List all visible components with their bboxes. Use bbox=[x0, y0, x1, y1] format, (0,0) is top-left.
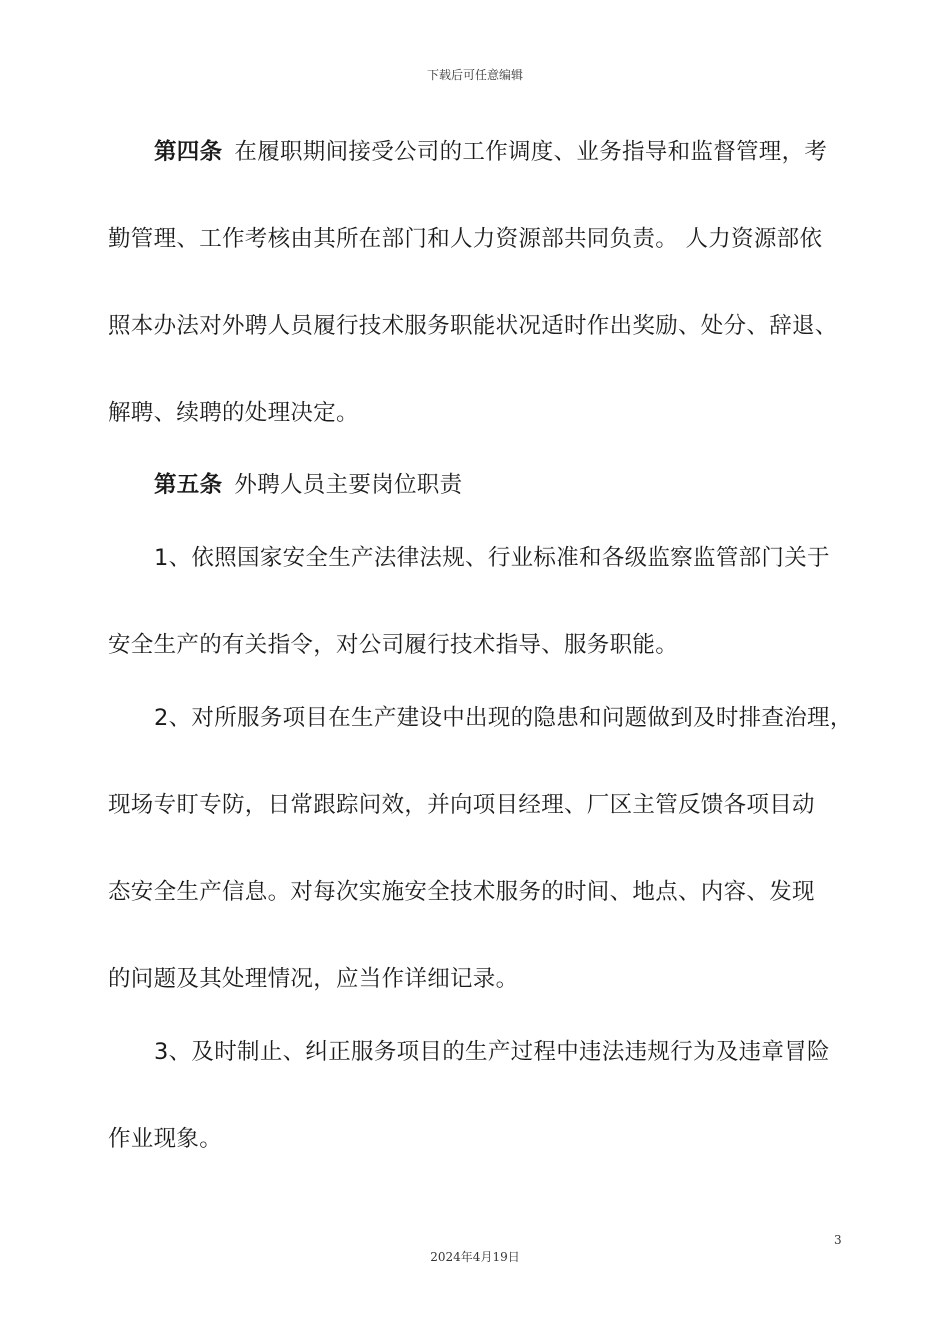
article4-heading: 第四条 bbox=[154, 139, 223, 165]
item3-line1: 3、及时制止、纠正服务项目的生产过程中违法违规行为及违章冒险 bbox=[154, 1039, 830, 1065]
item2-line4: 的问题及其处理情况，应当作详细记录。 bbox=[108, 966, 519, 992]
article5-line bbox=[154, 470, 462, 500]
item2-line3: 态安全生产信息。对每次实施安全技术服务的时间、地点、内容、发现 bbox=[108, 879, 815, 905]
footer-date: 2024年4月19日 bbox=[430, 1250, 520, 1264]
article4-line4: 解聘、续聘的处理决定。 bbox=[108, 400, 359, 426]
item1-line2: 安全生产的有关指令，对公司履行技术指导、服务职能。 bbox=[108, 632, 679, 658]
article5-heading: 第五条 bbox=[154, 472, 223, 498]
article4-line1 bbox=[154, 137, 827, 167]
item3-line2: 作业现象。 bbox=[108, 1126, 223, 1152]
page-number: 3 bbox=[834, 1233, 842, 1247]
article5-title: 外聘人员主要岗位职责 bbox=[234, 472, 463, 498]
article4-line2: 勤管理、工作考核由其所在部门和人力资源部共同负责。 人力资源部依 bbox=[108, 226, 823, 252]
article4-text-line1: 在履职期间接受公司的工作调度、业务指导和监督管理，考 bbox=[234, 139, 828, 165]
item1-line1: 1、依照国家安全生产法律法规、行业标准和各级监察监管部门关于 bbox=[154, 545, 830, 571]
page-header: 下载后可任意编辑 bbox=[426, 68, 523, 82]
item2-line1: 2、对所服务项目在生产建设中出现的隐患和问题做到及时排查治理， bbox=[154, 705, 853, 731]
item2-line2: 现场专盯专防，日常跟踪问效，并向项目经理、厂区主管反馈各项目动 bbox=[108, 792, 815, 818]
article4-line3: 照本办法对外聘人员履行技术服务职能状况适时作出奖励、处分、辞退、 bbox=[108, 313, 838, 339]
